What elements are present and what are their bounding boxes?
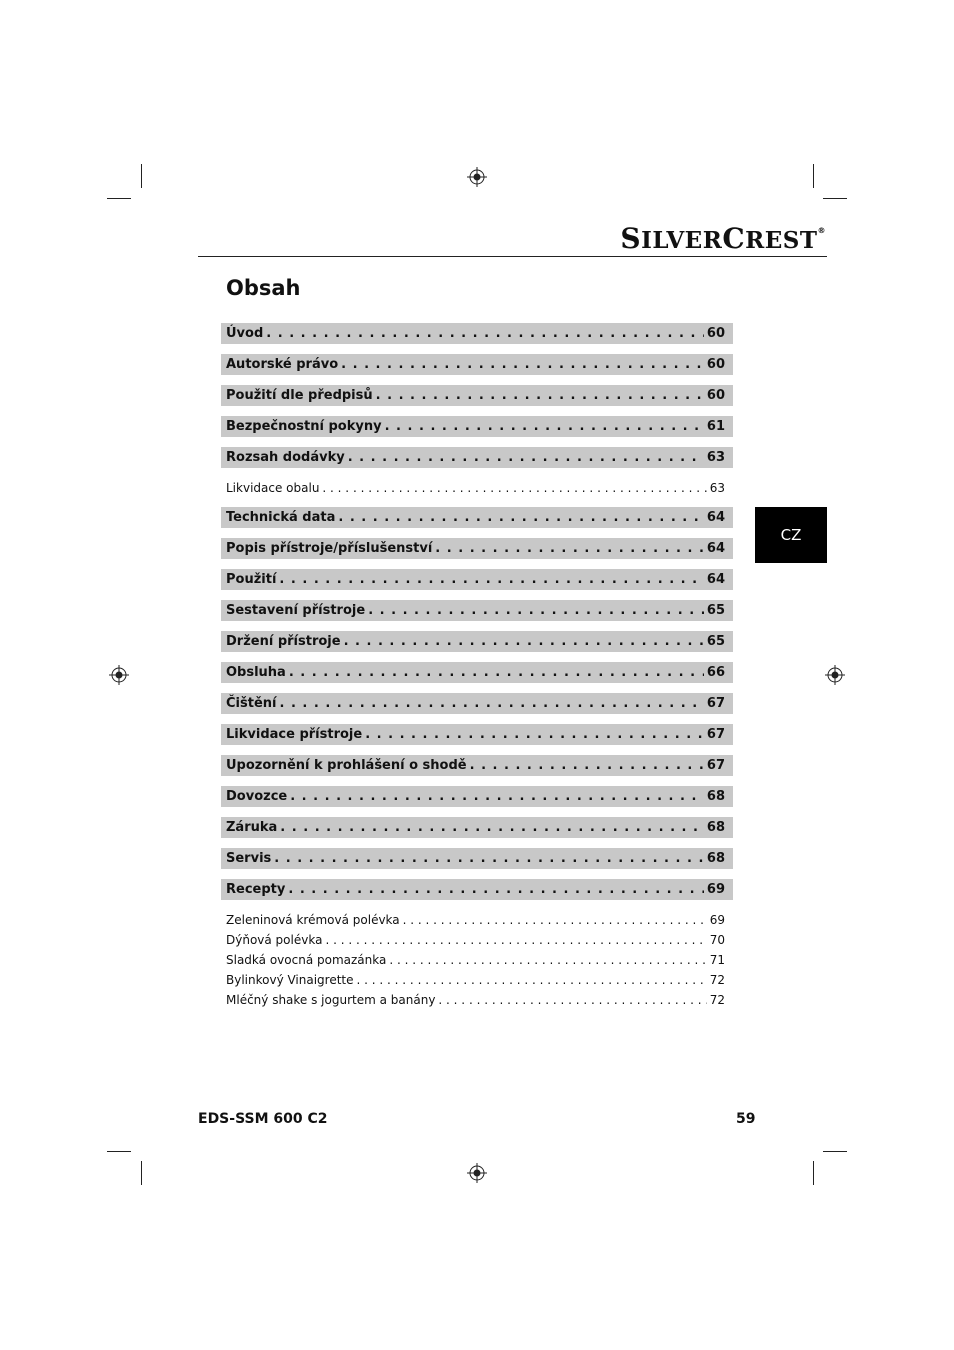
toc-subsection-row xyxy=(221,990,733,1010)
toc-entry-page: 67 xyxy=(706,758,725,773)
toc-leader-dots xyxy=(470,755,704,776)
toc-leader-dots xyxy=(341,354,704,375)
toc-entry-page: 68 xyxy=(706,851,725,866)
toc-entry-page: 64 xyxy=(706,572,725,587)
toc-section-row xyxy=(221,538,733,559)
language-tab: CZ xyxy=(755,507,827,563)
toc-subsection-row xyxy=(221,478,733,498)
crop-mark xyxy=(141,1161,142,1185)
toc-entry-label: Obsluha xyxy=(226,665,286,680)
toc-subsection-row xyxy=(221,910,733,930)
toc-leader-dots xyxy=(288,879,704,900)
toc-entry-page: 69 xyxy=(706,882,725,897)
registration-mark-icon xyxy=(109,665,129,685)
crop-mark xyxy=(823,1151,847,1152)
toc-entry-page: 64 xyxy=(706,510,725,525)
toc-section-row xyxy=(221,817,733,838)
toc-section-row xyxy=(221,385,733,406)
toc-subsection-row xyxy=(221,950,733,970)
page-number: 59 xyxy=(736,1111,756,1127)
toc-entry-label: Likvidace obalu xyxy=(226,481,320,495)
toc-entry-label: Bylinkový Vinaigrette xyxy=(226,973,354,987)
registration-mark-icon xyxy=(467,1163,487,1183)
toc-entry-page: 63 xyxy=(706,450,725,465)
toc-section-row xyxy=(221,724,733,745)
toc-entry-page: 70 xyxy=(709,933,725,947)
toc-entry-label: Recepty xyxy=(226,882,286,897)
crop-mark xyxy=(813,1161,814,1185)
toc-entry-page: 66 xyxy=(706,665,725,680)
toc-leader-dots xyxy=(338,507,704,528)
toc-section-row xyxy=(221,755,733,776)
toc-entry-page: 72 xyxy=(709,993,725,1007)
toc-leader-dots xyxy=(348,447,704,468)
toc-section-row xyxy=(221,848,733,869)
toc-section-row xyxy=(221,879,733,900)
toc-leader-dots xyxy=(279,569,703,590)
toc-section-row xyxy=(221,786,733,807)
toc-entry-label: Autorské právo xyxy=(226,357,339,372)
toc-leader-dots xyxy=(325,930,706,950)
toc-leader-dots xyxy=(438,990,706,1010)
toc-entry-page: 65 xyxy=(706,634,725,649)
registration-mark-icon xyxy=(825,665,845,685)
toc-leader-dots xyxy=(289,662,704,683)
toc-leader-dots xyxy=(365,724,704,745)
table-of-contents xyxy=(221,323,733,1010)
toc-entry-label: Dýňová polévka xyxy=(226,933,323,947)
toc-section-row xyxy=(221,354,733,375)
toc-entry-label: Servis xyxy=(226,851,272,866)
toc-entry-label: Popis přístroje/příslušenství xyxy=(226,541,433,556)
toc-entry-page: 69 xyxy=(709,913,725,927)
toc-entry-page: 60 xyxy=(706,357,725,372)
toc-section-row xyxy=(221,600,733,621)
toc-section-row xyxy=(221,693,733,714)
toc-entry-label: Rozsah dodávky xyxy=(226,450,345,465)
toc-section-row xyxy=(221,662,733,683)
toc-entry-label: Dovozce xyxy=(226,789,288,804)
toc-entry-label: Mléčný shake s jogurtem a banány xyxy=(226,993,436,1007)
toc-entry-page: 68 xyxy=(706,789,725,804)
toc-leader-dots xyxy=(368,600,704,621)
page-title: Obsah xyxy=(226,276,301,300)
toc-leader-dots xyxy=(274,848,704,869)
crop-mark xyxy=(107,198,131,199)
model-number: EDS-SSM 600 C2 xyxy=(198,1111,328,1127)
toc-leader-dots xyxy=(389,950,706,970)
toc-subsection-row xyxy=(221,970,733,990)
registration-mark-icon xyxy=(467,167,487,187)
toc-leader-dots xyxy=(385,416,704,437)
toc-entry-label: Zeleninová krémová polévka xyxy=(226,913,400,927)
toc-leader-dots xyxy=(435,538,704,559)
toc-entry-label: Použití xyxy=(226,572,277,587)
toc-leader-dots xyxy=(357,970,707,990)
toc-section-row xyxy=(221,323,733,344)
toc-entry-page: 65 xyxy=(706,603,725,618)
toc-entry-label: Záruka xyxy=(226,820,278,835)
toc-entry-page: 61 xyxy=(706,419,725,434)
toc-section-row xyxy=(221,631,733,652)
toc-entry-label: Držení přístroje xyxy=(226,634,341,649)
toc-leader-dots xyxy=(266,323,704,344)
toc-entry-page: 63 xyxy=(709,481,725,495)
crop-mark xyxy=(107,1151,131,1152)
toc-entry-page: 64 xyxy=(706,541,725,556)
crop-mark xyxy=(141,164,142,188)
toc-leader-dots xyxy=(344,631,704,652)
toc-leader-dots xyxy=(290,786,704,807)
toc-entry-label: Sladká ovocná pomazánka xyxy=(226,953,387,967)
toc-subsection-row xyxy=(221,930,733,950)
toc-section-row xyxy=(221,507,733,528)
toc-entry-page: 60 xyxy=(706,326,725,341)
toc-entry-page: 68 xyxy=(706,820,725,835)
toc-entry-label: Bezpečnostní pokyny xyxy=(226,419,382,434)
toc-entry-label: Úvod xyxy=(226,326,264,341)
toc-section-row xyxy=(221,416,733,437)
toc-entry-label: Čištění xyxy=(226,696,277,711)
toc-leader-dots xyxy=(376,385,704,406)
toc-leader-dots xyxy=(280,817,704,838)
toc-leader-dots xyxy=(279,693,703,714)
toc-leader-dots xyxy=(403,910,707,930)
toc-section-row xyxy=(221,447,733,468)
header-rule xyxy=(198,256,827,257)
toc-entry-page: 72 xyxy=(709,973,725,987)
toc-entry-label: Technická data xyxy=(226,510,336,525)
brand-logo: SILVERCREST® xyxy=(620,222,826,255)
toc-entry-label: Sestavení přístroje xyxy=(226,603,366,618)
toc-entry-page: 71 xyxy=(709,953,725,967)
toc-entry-page: 60 xyxy=(706,388,725,403)
toc-leader-dots xyxy=(322,478,706,498)
crop-mark xyxy=(813,164,814,188)
toc-entry-label: Použití dle předpisů xyxy=(226,388,373,403)
toc-section-row xyxy=(221,569,733,590)
toc-entry-label: Upozornění k prohlášení o shodě xyxy=(226,758,467,773)
toc-entry-label: Likvidace přístroje xyxy=(226,727,363,742)
toc-entry-page: 67 xyxy=(706,696,725,711)
crop-mark xyxy=(823,198,847,199)
toc-entry-page: 67 xyxy=(706,727,725,742)
